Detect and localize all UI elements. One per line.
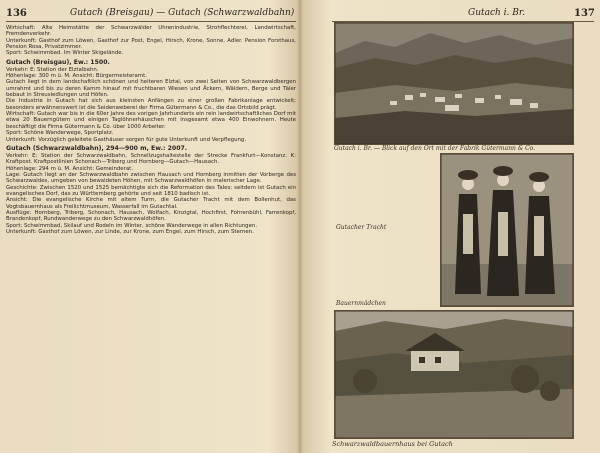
body-paragraph: Höhenlage: 294 m ü. M. Ansicht: Gemeinderat.	[6, 165, 133, 172]
section-heading: Gutach (Schwarzwaldbahn), 294—900 m, Ew.: 2007.	[6, 144, 188, 152]
page-number-right: 137	[574, 8, 595, 19]
body-paragraph: Wirtschaft: Gutach war bis in die 60er Jahre des vorigen Jahrhunderts ein rein landwirtschaftliches Dorf mit etwa 20 Bauerngütern und einigen Taglöhnerhäuschen mit insgesamt etwa 400 Einwohnern. Heute beschäftigt die Firma Gütermann & Co. über 1000 Arbeiter.	[6, 111, 296, 130]
body-paragraph: Sport: Schwimmbad. Im Winter Skigelände.	[6, 50, 124, 57]
body-paragraph: Gutach liegt in dem landschaftlich schönen und heiteren Elztal, von zwei Seiten von Schwarzwaldbergen umrahmt und bis zu deren Kamm hinauf mit fruchtbaren Wiesen und Äckern, Wäldern, Berge und Täler bebaut in Streusiedlungen und Höfen.	[6, 79, 296, 99]
body-paragraph: Höhenlage: 300 m ü. M. Ansicht: Bürgermeisteramt.	[6, 73, 147, 80]
costume-photo	[440, 153, 574, 307]
body-paragraph: Verkehr: E: Station der Elztalbahn.	[6, 66, 99, 73]
photo-caption-4: Schwarzwaldbauernhaus bei Gutach	[332, 440, 453, 448]
body-paragraph: Lage: Gutach liegt an der Schwarzwaldbahn zwischen Hausach und Hornberg inmitten der Vorberge des Schwarzwaldes, umgeben von bewaldeten Höhen, mit Schwarzwaldhöfen in malerischer Lage.	[6, 171, 296, 185]
body-paragraph: Ansicht: Die evangelische Kirche mit altem Turm, die Gutacher Tracht mit dem Bollenhut, das Vogtsbauernhaus als Freilichtmuseum, Wasserfall im Gutachtal.	[6, 197, 296, 210]
photo-caption-1: Gutach i. Br. — Blick auf den Ort mit der Fabrik Gütermann & Co.	[334, 145, 536, 152]
body-paragraph: Die Industrie in Gutach hat sich aus kleinsten Anfängen zu einer großen Fabrikanlage entwickelt; besonders erwähnenswert ist die Seidenweberei der Firma Gütermann & Co., die das Ortsbild prägt.	[6, 98, 296, 111]
village-panorama-photo	[334, 22, 574, 145]
farmhouse-photo	[334, 310, 574, 439]
section-heading: Gutach (Breisgau), Ew.: 1500.	[6, 58, 110, 66]
page-number-left: 136	[6, 8, 27, 19]
body-paragraph: Geschichte: Zwischen 1520 und 1525 bemächtigte sich die Reformation des Tales; seitdem ist Gutach ein evangelisches Dorf, das zu Württemberg gehörte und seit 1810 badisch ist.	[6, 184, 296, 197]
header-rule	[6, 21, 296, 22]
body-paragraph: Sport: Schöne Wanderwege, Sportplatz.	[6, 130, 114, 137]
body-text-column	[6, 25, 296, 449]
running-title-left: Gutach (Breisgau) — Gutach (Schwarzwaldbahn)	[70, 8, 295, 18]
body-paragraph: Verkehr: E: Station der Schwarzwaldbahn, Schnellzugshaltestelle der Strecke Frankfurt—Konstanz. K: Kraftpost. Kraftpostlinien Schonach—Triberg und Hornberg—Gutach—Hausach.	[6, 152, 296, 166]
body-paragraph: Wirtschaft: Alte Heimstätte der Schwarzwälder Uhrenindustrie, Strohflechterei, Landwirtschaft, Fremdenverkehr.	[6, 25, 296, 38]
body-paragraph: Sport: Schwimmbad, Skilauf und Rodeln im Winter, schöne Wanderwege in allen Richtungen.	[6, 222, 258, 229]
running-title-right: Gutach i. Br.	[468, 8, 526, 18]
body-paragraph: Unterkunft: Gasthof zum Löwen, Gasthof zur Post, Engel, Hirsch, Krone, Sonne, Adler. Pension Forsthaus, Pension Rosa, Privatzimmer.	[6, 37, 296, 51]
photo-caption-2: Gutacher Tracht	[336, 224, 387, 231]
body-paragraph: Ausflüge: Hornberg, Triberg, Schonach, Hausach, Wolfach, Kinzigtal, Hochfirst, Fohrenbühl, Farrenkopf, Brandenkopf, Rundwanderwege zu den Schwarzwaldhöfen.	[6, 209, 296, 223]
body-paragraph: Unterkunft: Gasthof zum Löwen, zur Linde, zur Krone, zum Engel, zum Hirsch, zum Sternen.	[6, 228, 254, 235]
body-paragraph: Unterkunft: Vorzüglich geleitete Gasthäuser sorgen für gute Unterkunft und Verpflegung.	[6, 136, 247, 143]
photo-caption-3: Bauernmädchen	[336, 300, 386, 307]
